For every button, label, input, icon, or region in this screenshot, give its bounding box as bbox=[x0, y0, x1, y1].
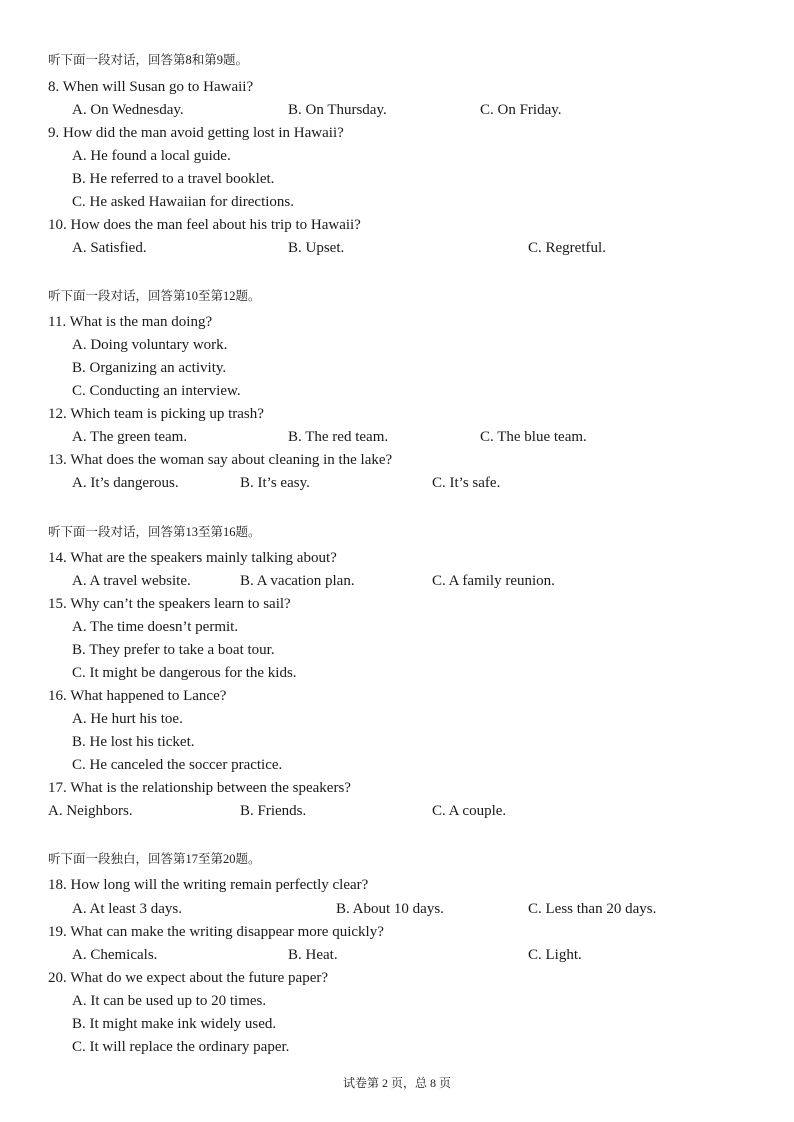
question-stem: 17. What is the relationship between the speakers? bbox=[48, 780, 351, 796]
option: B. He referred to a travel booklet. bbox=[72, 171, 275, 187]
question-stem: 14. What are the speakers mainly talking about? bbox=[48, 550, 337, 566]
option: C. The blue team. bbox=[480, 429, 587, 445]
option: C. Less than 20 days. bbox=[528, 901, 657, 917]
section-header: 听下面一段对话，回答第10至第12题。 bbox=[48, 289, 261, 303]
question-stem: 13. What does the woman say about cleaning in the lake? bbox=[48, 452, 393, 468]
option: C. It will replace the ordinary paper. bbox=[72, 1039, 290, 1055]
option: A. Satisfied. bbox=[72, 240, 147, 256]
option: C. It might be dangerous for the kids. bbox=[72, 665, 297, 681]
option: C. Conducting an interview. bbox=[72, 383, 241, 399]
question-stem: 11. What is the man doing? bbox=[48, 314, 213, 330]
option: B. Friends. bbox=[240, 803, 307, 819]
question-stem: 10. How does the man feel about his trip to Hawaii? bbox=[48, 217, 361, 233]
page-footer: 试卷第 2 页，总 8 页 bbox=[342, 1076, 451, 1090]
question-stem: 20. What do we expect about the future paper? bbox=[48, 970, 329, 986]
option: C. Regretful. bbox=[528, 240, 606, 256]
option: B. Upset. bbox=[288, 240, 345, 256]
option: B. It might make ink widely used. bbox=[72, 1016, 277, 1032]
question-stem: 12. Which team is picking up trash? bbox=[48, 406, 264, 422]
option: B. He lost his ticket. bbox=[72, 734, 195, 750]
option: A. At least 3 days. bbox=[72, 901, 182, 917]
option: B. Organizing an activity. bbox=[72, 360, 227, 376]
option: C. A family reunion. bbox=[432, 573, 555, 589]
option: A. A travel website. bbox=[72, 573, 191, 589]
option: B. A vacation plan. bbox=[240, 573, 355, 589]
option: C. A couple. bbox=[432, 803, 507, 819]
option: A. On Wednesday. bbox=[72, 102, 184, 118]
option: A. Chemicals. bbox=[72, 947, 158, 963]
option: A. It can be used up to 20 times. bbox=[72, 993, 267, 1009]
option: C. On Friday. bbox=[480, 102, 562, 118]
option: A. The green team. bbox=[72, 429, 188, 445]
option: A. He hurt his toe. bbox=[72, 711, 183, 727]
section-header: 听下面一段对话，回答第8和第9题。 bbox=[48, 53, 249, 67]
option: A. The time doesn’t permit. bbox=[72, 619, 239, 635]
option: B. They prefer to take a boat tour. bbox=[72, 642, 275, 658]
option: A. Neighbors. bbox=[48, 803, 133, 819]
question-stem: 8. When will Susan go to Hawaii? bbox=[48, 79, 254, 95]
option: B. The red team. bbox=[288, 429, 389, 445]
option: B. It’s easy. bbox=[240, 475, 310, 491]
option: B. About 10 days. bbox=[336, 901, 444, 917]
option: B. On Thursday. bbox=[288, 102, 387, 118]
section-header: 听下面一段独白，回答第17至第20题。 bbox=[48, 852, 261, 866]
question-stem: 18. How long will the writing remain perfectly clear? bbox=[48, 877, 369, 893]
option: B. Heat. bbox=[288, 947, 338, 963]
section-header: 听下面一段对话，回答第13至第16题。 bbox=[48, 525, 261, 539]
option: C. It’s safe. bbox=[432, 475, 501, 491]
question-stem: 16. What happened to Lance? bbox=[48, 688, 227, 704]
question-stem: 19. What can make the writing disappear more quickly? bbox=[48, 924, 384, 940]
option: C. He canceled the soccer practice. bbox=[72, 757, 283, 773]
option: C. Light. bbox=[528, 947, 582, 963]
question-stem: 9. How did the man avoid getting lost in Hawaii? bbox=[48, 125, 344, 141]
question-stem: 15. Why can’t the speakers learn to sail? bbox=[48, 596, 291, 612]
option: A. It’s dangerous. bbox=[72, 475, 179, 491]
option: A. He found a local guide. bbox=[72, 148, 231, 164]
option: A. Doing voluntary work. bbox=[72, 337, 228, 353]
option: C. He asked Hawaiian for directions. bbox=[72, 194, 295, 210]
